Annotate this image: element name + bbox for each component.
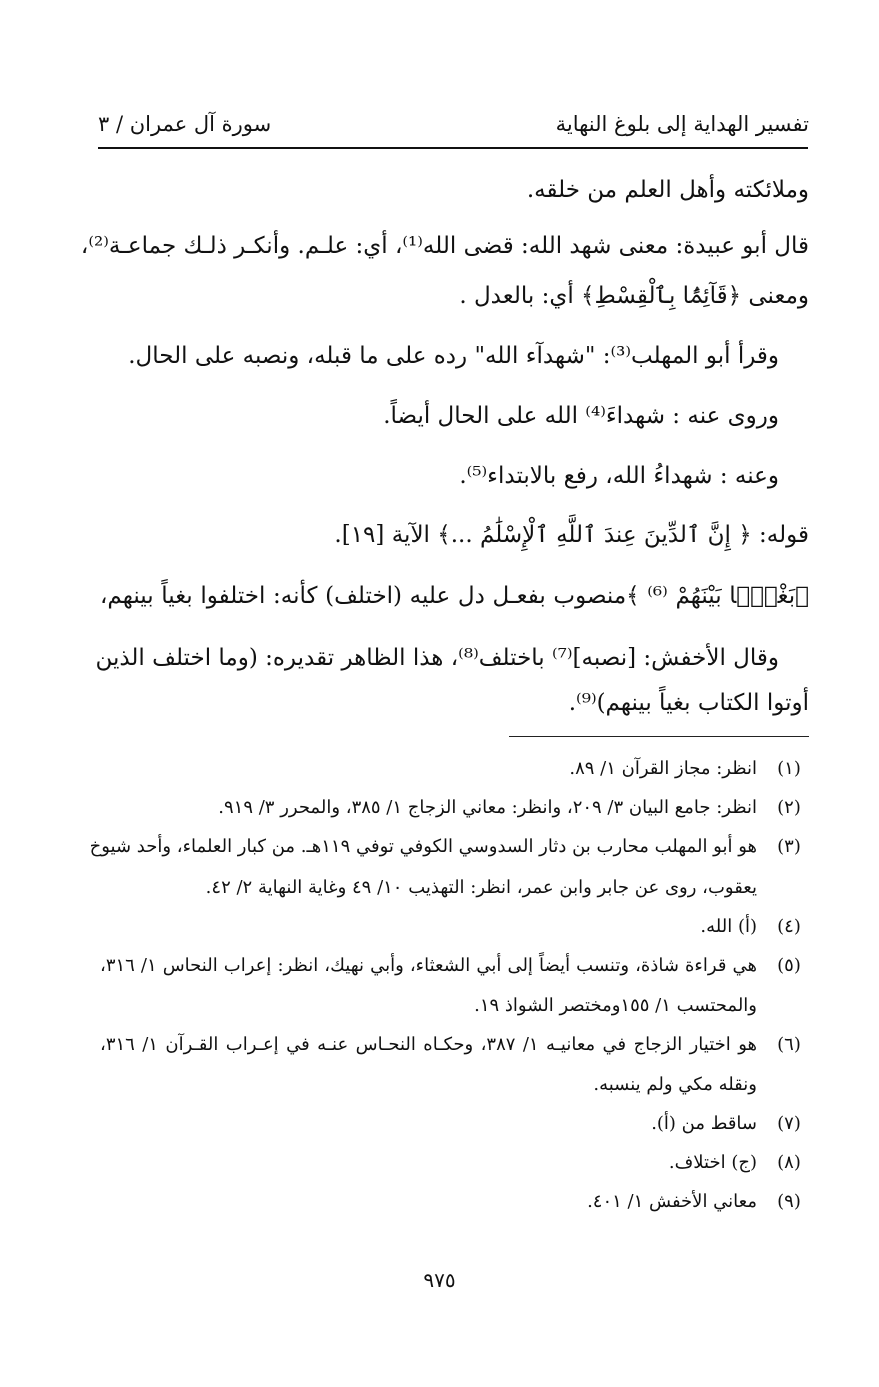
footnote-number: (٢) <box>777 797 801 818</box>
footnote-number: (٣) <box>777 836 801 857</box>
book-title: تفسير الهداية إلى بلوغ النهاية <box>555 112 809 136</box>
surah-title: سورة آل عمران / ٣ <box>98 112 272 136</box>
footnote-text: انظر: جامع البيان ٣/ ٢٠٩، وانظر: معاني الزجاج ١/ ٣٨٥، والمحرر ٣/ ٩١٩. <box>218 797 757 818</box>
body-line: أوتوا الكتاب بغياً بينهم)⁽⁹⁾. <box>568 690 809 716</box>
footnote-number: (٥) <box>777 955 801 976</box>
body-line: وقال الأخفش: [نصبه]⁽⁷⁾ باختلف⁽⁸⁾، هذا الظاهر تقديره: (وما اختلف الذين <box>95 645 779 671</box>
body-line: قوله: ﴿ إِنَّ ٱلدِّينَ عِندَ ٱللَّهِ ٱلْإِسْلَٰمُ ...﴾ الآية [١٩]. <box>334 522 809 548</box>
footnote-text: هي قراءة شاذة، وتنسب أيضاً إلى أبي الشعثاء، وأبي نهيك، انظر: إعراب النحاس ١/ ٣١٦، <box>100 955 757 976</box>
body-line: ﴿بَغْيًۢا بَيْنَهُمْ ⁽⁶⁾ ﴾منصوب بفعـل دل عليه (اختلف) كأنه: اختلفوا بغياً بينهم، <box>100 583 809 609</box>
footnote-text: هو اختيار الزجاج في معانيـه ١/ ٣٨٧، وحكـاه النحـاس عنـه في إعـراب القـرآن ١/ ٣١٦، <box>100 1034 757 1055</box>
body-line: وملائكته وأهل العلم من خلقه. <box>526 177 809 203</box>
footnote-text: هو أبو المهلب محارب بن دثار السدوسي الكوفي توفي ١١٩هـ. من كبار العلماء، وأحد شيوخ <box>89 836 757 857</box>
footnote-text: والمحتسب ١/ ١٥٥ومختصر الشواذ ١٩. <box>474 995 757 1016</box>
body-line: وروى عنه : شهداءَ⁽⁴⁾ الله على الحال أيضاً. <box>383 403 779 429</box>
footnote-number: (٨) <box>777 1152 801 1173</box>
footnote-text: معاني الأخفش ١/ ٤٠١. <box>587 1191 757 1212</box>
body-line: وقرأ أبو المهلب⁽³⁾: "شهدآء الله" رده على ما قبله، ونصبه على الحال. <box>128 343 779 369</box>
footnote-text: ونقله مكي ولم ينسبه. <box>593 1074 757 1095</box>
page-number: ٩٧٥ <box>423 1268 456 1292</box>
body-line: وعنه : شهداءُ الله، رفع بالابتداء⁽⁵⁾. <box>459 463 779 489</box>
footnote-number: (٤) <box>777 916 801 937</box>
footnote-rule <box>509 736 809 737</box>
footnote-number: (١) <box>777 758 801 779</box>
footnote-number: (٧) <box>777 1113 801 1134</box>
footnote-number: (٦) <box>777 1034 801 1055</box>
footnote-text: يعقوب، روى عن جابر وابن عمر، انظر: التهذيب ١٠/ ٤٩ وغاية النهاية ٢/ ٤٢. <box>205 877 757 898</box>
footnote-text: ساقط من (أ). <box>651 1113 757 1134</box>
footnote-text: (أ) الله. <box>700 916 757 937</box>
header-rule <box>98 147 808 149</box>
footnote-text: (ج) اختلاف. <box>668 1152 757 1173</box>
footnote-text: انظر: مجاز القرآن ١/ ٨٩. <box>569 758 757 779</box>
footnote-number: (٩) <box>777 1191 801 1212</box>
body-line: قال أبو عبيدة: معنى شهد الله: قضى الله⁽¹⁾، أي: علـم. وأنكـر ذلـك جماعـة⁽²⁾، <box>80 233 809 259</box>
body-line: ومعنى ﴿قَآئِمًۢا بِٱلْقِسْطِ﴾ أي: بالعدل . <box>459 283 809 309</box>
